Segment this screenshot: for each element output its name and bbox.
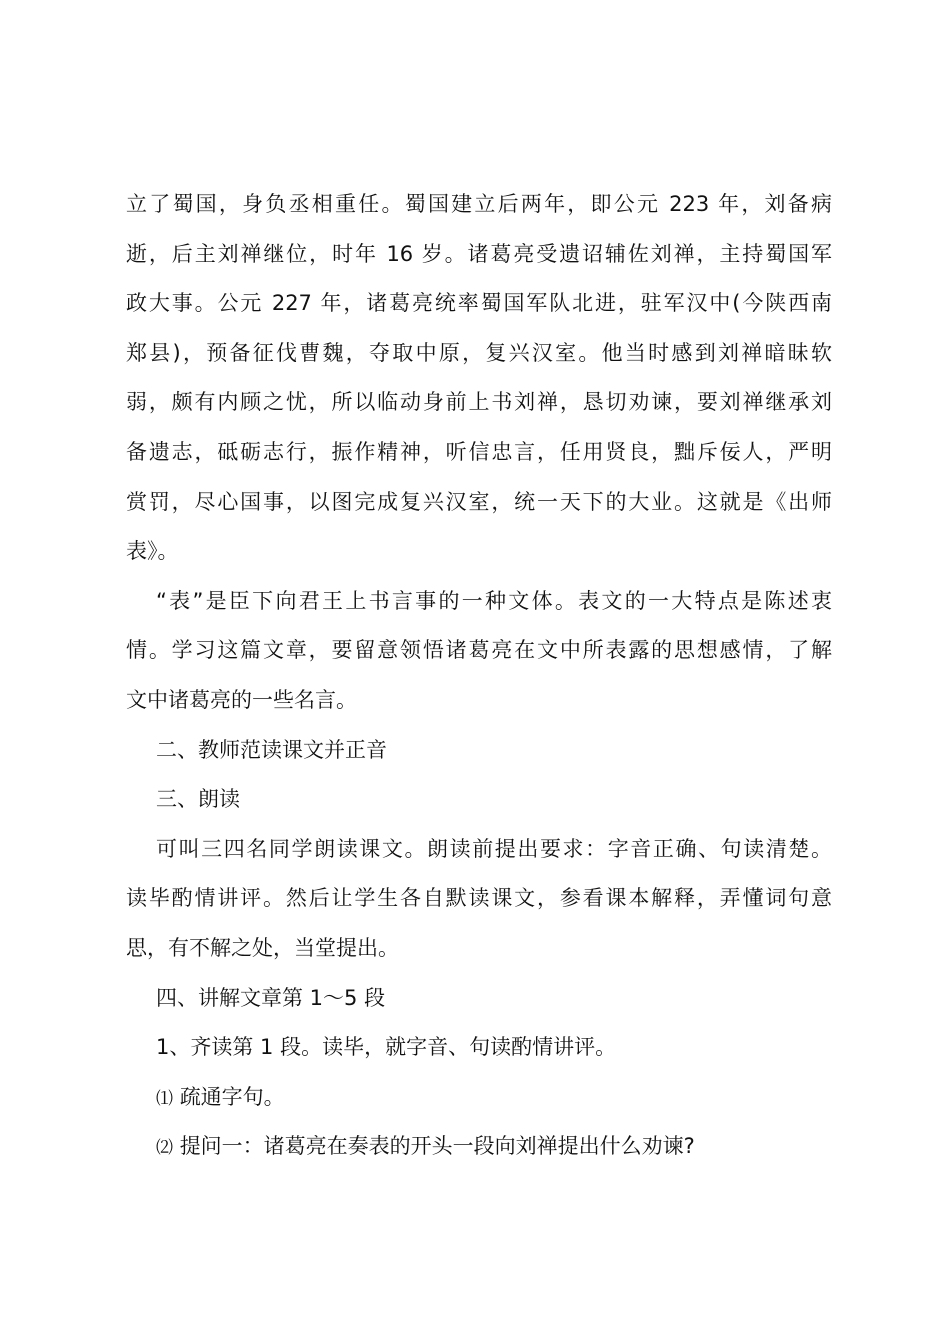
text-line: 文中诸葛亮的一些名言。 (126, 687, 357, 712)
text-line: 郑县)，预备征伐曹魏，夺取中原，复兴汉室。他当时感到刘禅暗昧软 (126, 340, 832, 365)
text-line: 可叫三四名同学朗读课文。朗读前提出要求：字音正确、句读清楚。 (156, 836, 832, 861)
text-line: 弱，颇有内顾之忧，所以临动身前上书刘禅，恳切劝谏，要刘禅继承刘 (126, 390, 832, 415)
text-line: 逝，后主刘禅继位，时年 16 岁。诸葛亮受遗诏辅佐刘禅，主持蜀国军 (126, 241, 832, 266)
text-line: 备遗志，砥砺志行，振作精神，听信忠言，任用贤良，黜斥佞人，严明 (126, 439, 832, 464)
sub-list-item (126, 1122, 832, 1172)
list-marker: ⑵ (156, 1138, 173, 1159)
text-line: “表”是臣下向君王上书言事的一种文体。表文的一大特点是陈述衷 (156, 588, 832, 613)
sub-list-item-text: 提问一：诸葛亮在奏表的开头一段向刘禅提出什么劝谏? (179, 1134, 695, 1159)
list-item: 1、齐读第 1 段。读毕，就字音、句读酌情讲评。 (156, 1035, 617, 1060)
text-line: 政大事。公元 227 年，诸葛亮统率蜀国军队北进，驻军汉中(今陕西南 (126, 291, 832, 316)
list-marker: ⑴ (156, 1088, 173, 1109)
document-body (126, 180, 832, 1172)
text-line: 读毕酌情讲评。然后让学生各自默读课文，参看课本解释，弄懂词句意 (126, 886, 832, 911)
sub-list-item-text: 疏通字句。 (179, 1084, 285, 1109)
text-line: 情。学习这篇文章，要留意领悟诸葛亮在文中所表露的思想感情，了解 (126, 638, 832, 663)
text-line: 表》。 (126, 539, 179, 564)
section-heading: 四、讲解文章第 1～5 段 (156, 985, 386, 1010)
text-line: 立了蜀国，身负丞相重任。蜀国建立后两年，即公元 223 年，刘备病 (126, 192, 832, 216)
section-heading: 三、朗读 (156, 787, 240, 812)
sub-list-item (126, 1073, 832, 1123)
text-line: 赏罚，尽心国事，以图完成复兴汉室，统一天下的大业。这就是《出师 (126, 489, 832, 514)
section-heading: 二、教师范读课文并正音 (156, 737, 387, 762)
text-line: 思，有不解之处，当堂提出。 (126, 935, 399, 960)
